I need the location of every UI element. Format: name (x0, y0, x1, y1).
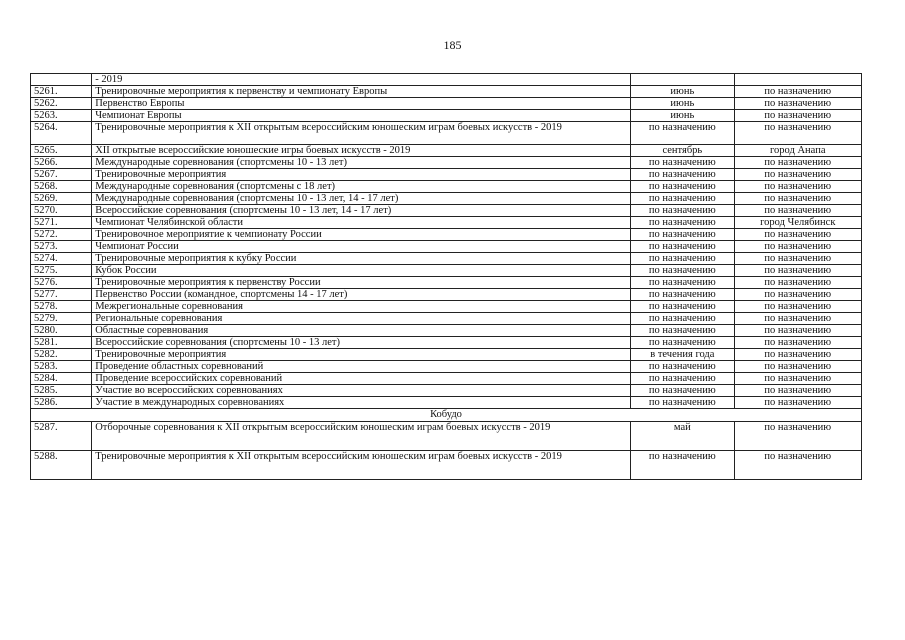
row-number (31, 74, 92, 86)
event-place: по назначению (734, 349, 861, 361)
event-name: Межрегиональные соревнования (92, 301, 631, 313)
event-place: по назначению (734, 422, 861, 451)
event-date: по назначению (631, 122, 734, 145)
event-place: по назначению (734, 110, 861, 122)
event-name: Чемпионат России (92, 241, 631, 253)
table-row (31, 145, 862, 157)
event-place: по назначению (734, 373, 861, 385)
event-name: Тренировочные мероприятия (92, 169, 631, 181)
event-name: XII открытые всероссийские юношеские игры боевых искусств - 2019 (92, 145, 631, 157)
row-number: 5288. (31, 451, 92, 480)
event-name: Отборочные соревнования к XII открытым всероссийским юношеским играм боевых искусств - 2019 (92, 422, 631, 451)
event-place: по назначению (734, 205, 861, 217)
event-date: по назначению (631, 181, 734, 193)
row-number: 5264. (31, 122, 92, 145)
event-date: по назначению (631, 277, 734, 289)
event-place: по назначению (734, 277, 861, 289)
event-date: по назначению (631, 337, 734, 349)
event-name: Тренировочные мероприятия к первенству России (92, 277, 631, 289)
row-number: 5267. (31, 169, 92, 181)
event-name: Тренировочное мероприятие к чемпионату России (92, 229, 631, 241)
row-number: 5268. (31, 181, 92, 193)
row-number: 5278. (31, 301, 92, 313)
table-row (31, 253, 862, 265)
event-place (734, 74, 861, 86)
table-row (31, 361, 862, 373)
event-place: по назначению (734, 122, 861, 145)
event-place: по назначению (734, 157, 861, 169)
event-name: Первенство России (командное, спортсмены 14 - 17 лет) (92, 289, 631, 301)
table-row (31, 169, 862, 181)
event-place: по назначению (734, 265, 861, 277)
event-name: Участие в международных соревнованиях (92, 397, 631, 409)
table-row (31, 451, 862, 480)
row-number: 5285. (31, 385, 92, 397)
event-name: Тренировочные мероприятия к XII открытым всероссийским юношеским играм боевых искусств - 2019 (92, 122, 631, 145)
table-row (31, 205, 862, 217)
event-name: Международные соревнования (спортсмены 10 - 13 лет) (92, 157, 631, 169)
row-number: 5279. (31, 313, 92, 325)
table-row (31, 313, 862, 325)
event-date: июнь (631, 98, 734, 110)
row-number: 5261. (31, 86, 92, 98)
event-date: в течения года (631, 349, 734, 361)
row-number: 5283. (31, 361, 92, 373)
table-row (31, 265, 862, 277)
event-place: по назначению (734, 301, 861, 313)
table-row (31, 397, 862, 409)
event-name: Чемпионат Челябинской области (92, 217, 631, 229)
table-row (31, 157, 862, 169)
event-date: май (631, 422, 734, 451)
event-name: Всероссийские соревнования (спортсмены 10 - 13 лет) (92, 337, 631, 349)
event-place: по назначению (734, 397, 861, 409)
event-place: по назначению (734, 253, 861, 265)
event-place: по назначению (734, 337, 861, 349)
event-date: по назначению (631, 301, 734, 313)
event-date: по назначению (631, 289, 734, 301)
row-number: 5273. (31, 241, 92, 253)
event-name: Проведение областных соревнований (92, 361, 631, 373)
event-date: по назначению (631, 397, 734, 409)
event-name: Первенство Европы (92, 98, 631, 110)
event-name: Тренировочные мероприятия (92, 349, 631, 361)
event-date: по назначению (631, 265, 734, 277)
row-number: 5262. (31, 98, 92, 110)
table-row (31, 110, 862, 122)
event-date (631, 74, 734, 86)
event-date: по назначению (631, 253, 734, 265)
row-number: 5281. (31, 337, 92, 349)
row-number: 5277. (31, 289, 92, 301)
table-row (31, 385, 862, 397)
table-row (31, 422, 862, 451)
event-date: июнь (631, 86, 734, 98)
continuation-row (31, 74, 862, 86)
event-date: по назначению (631, 241, 734, 253)
event-name: Областные соревнования (92, 325, 631, 337)
row-number: 5263. (31, 110, 92, 122)
row-number: 5282. (31, 349, 92, 361)
event-place: по назначению (734, 385, 861, 397)
table-row (31, 229, 862, 241)
table-row (31, 181, 862, 193)
event-date: июнь (631, 110, 734, 122)
table-row (31, 122, 862, 145)
table-row (31, 277, 862, 289)
event-place: по назначению (734, 98, 861, 110)
table-row (31, 98, 862, 110)
table-row (31, 289, 862, 301)
page-number: 185 (443, 38, 462, 52)
event-name: Проведение всероссийских соревнований (92, 373, 631, 385)
event-date: по назначению (631, 361, 734, 373)
event-date: по назначению (631, 229, 734, 241)
table-row (31, 325, 862, 337)
table-row (31, 241, 862, 253)
table-row (31, 373, 862, 385)
event-place: по назначению (734, 241, 861, 253)
event-place: по назначению (734, 86, 861, 98)
event-place: по назначению (734, 289, 861, 301)
event-name: Тренировочные мероприятия к первенству и чемпионату Европы (92, 86, 631, 98)
event-place: по назначению (734, 193, 861, 205)
event-place: по назначению (734, 325, 861, 337)
section-header-row (31, 409, 862, 422)
event-place: по назначению (734, 361, 861, 373)
event-name: Тренировочные мероприятия к кубку России (92, 253, 631, 265)
event-date: по назначению (631, 157, 734, 169)
event-date: сентябрь (631, 145, 734, 157)
table-row (31, 193, 862, 205)
event-date: по назначению (631, 217, 734, 229)
event-name: Чемпионат Европы (92, 110, 631, 122)
event-date: по назначению (631, 205, 734, 217)
row-number: 5287. (31, 422, 92, 451)
event-name: Международные соревнования (спортсмены 10 - 13 лет, 14 - 17 лет) (92, 193, 631, 205)
event-place: город Челябинск (734, 217, 861, 229)
events-table (30, 73, 862, 480)
table-row (31, 349, 862, 361)
events-table-body (31, 74, 862, 480)
row-number: 5286. (31, 397, 92, 409)
row-number: 5266. (31, 157, 92, 169)
event-name: Международные соревнования (спортсмены с 18 лет) (92, 181, 631, 193)
row-number: 5275. (31, 265, 92, 277)
event-date: по назначению (631, 373, 734, 385)
event-name: Участие во всероссийских соревнованиях (92, 385, 631, 397)
event-date: по назначению (631, 325, 734, 337)
event-name: Всероссийские соревнования (спортсмены 10 - 13 лет, 14 - 17 лет) (92, 205, 631, 217)
event-place: по назначению (734, 451, 861, 480)
table-row (31, 217, 862, 229)
event-date: по назначению (631, 169, 734, 181)
row-number: 5272. (31, 229, 92, 241)
row-number: 5269. (31, 193, 92, 205)
row-number: 5270. (31, 205, 92, 217)
event-place: по назначению (734, 229, 861, 241)
event-place: по назначению (734, 313, 861, 325)
row-number: 5274. (31, 253, 92, 265)
row-number: 5265. (31, 145, 92, 157)
row-number: 5276. (31, 277, 92, 289)
row-number: 5271. (31, 217, 92, 229)
event-date: по назначению (631, 313, 734, 325)
event-place: по назначению (734, 169, 861, 181)
event-name: - 2019 (92, 74, 631, 86)
event-date: по назначению (631, 451, 734, 480)
event-name: Региональные соревнования (92, 313, 631, 325)
row-number: 5284. (31, 373, 92, 385)
row-number: 5280. (31, 325, 92, 337)
table-row (31, 86, 862, 98)
event-place: по назначению (734, 181, 861, 193)
event-place: город Анапа (734, 145, 861, 157)
event-name: Кубок России (92, 265, 631, 277)
event-name: Тренировочные мероприятия к XII открытым всероссийским юношеским играм боевых искусств - 2019 (92, 451, 631, 480)
section-title: Кобудо (31, 409, 862, 422)
table-row (31, 337, 862, 349)
table-row (31, 301, 862, 313)
event-date: по назначению (631, 193, 734, 205)
event-date: по назначению (631, 385, 734, 397)
